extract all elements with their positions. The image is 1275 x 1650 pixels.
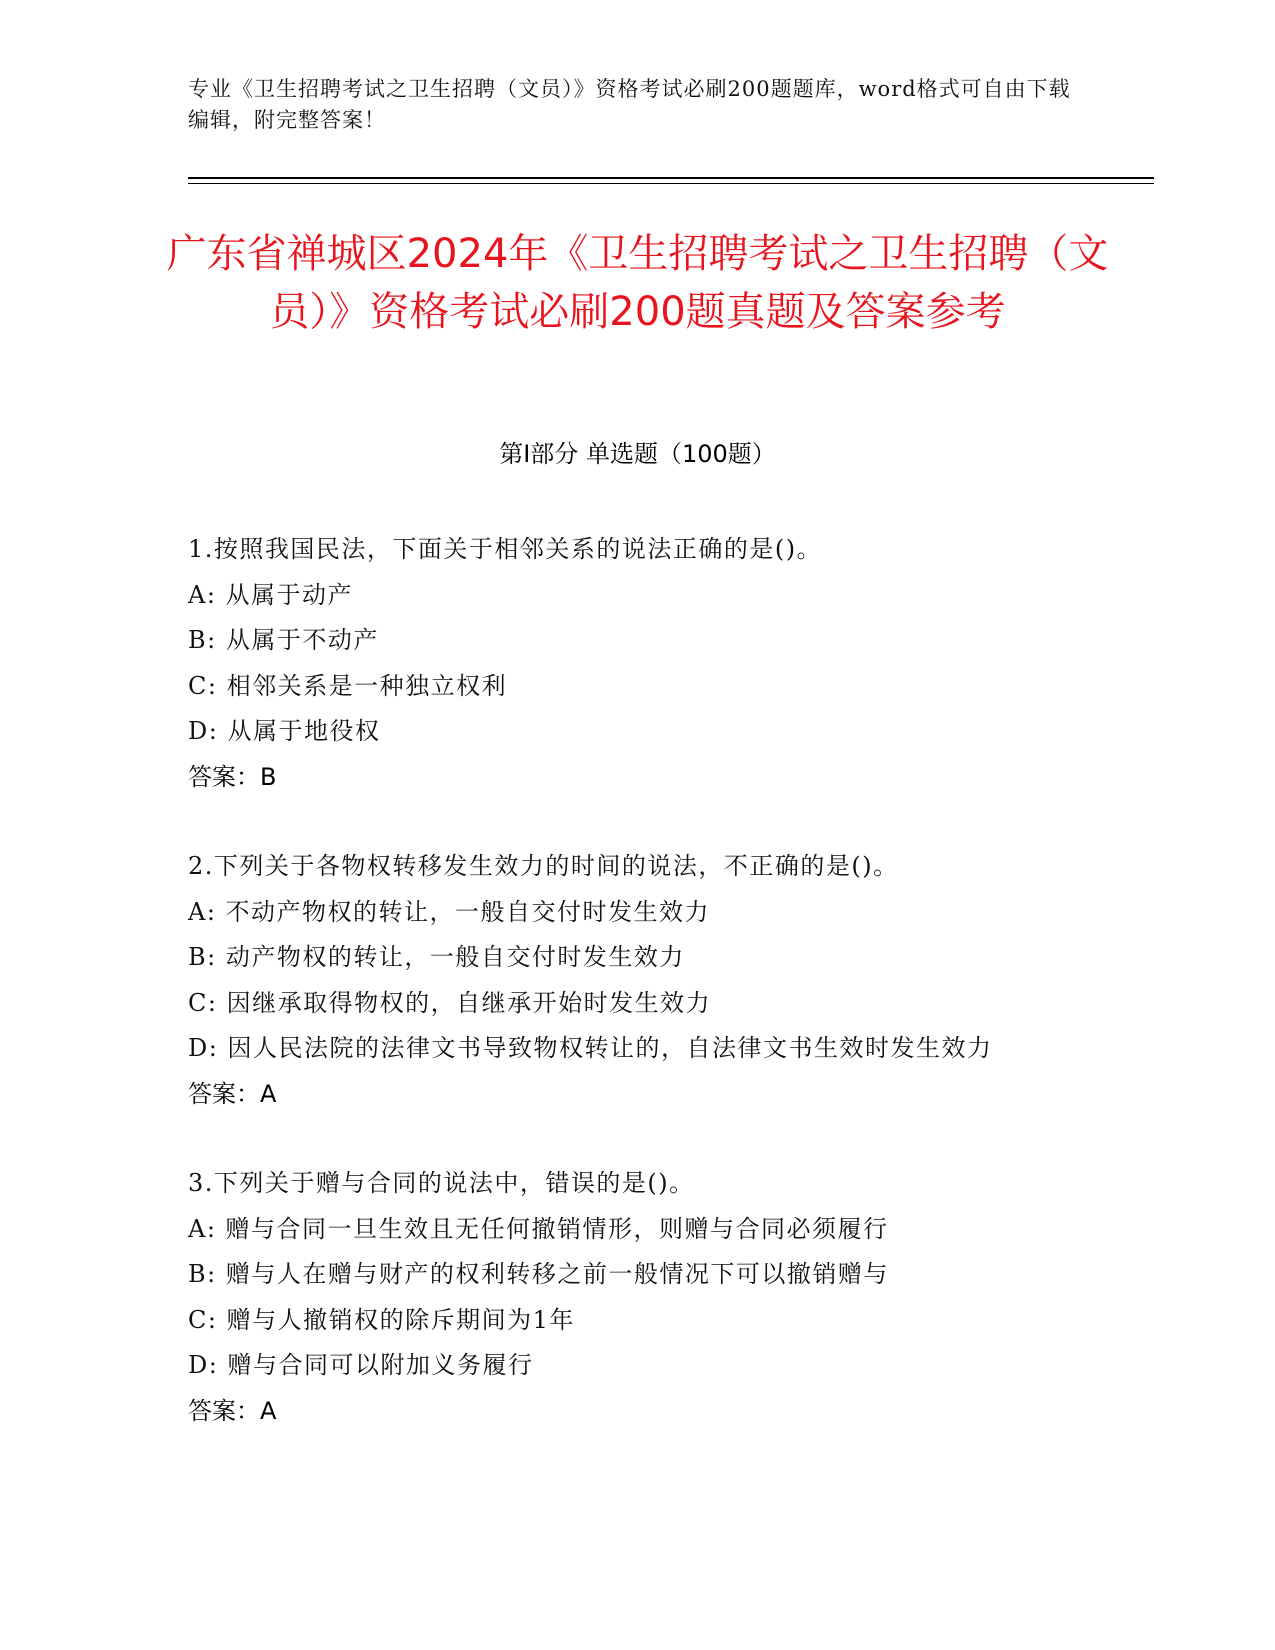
question-item <box>188 527 1088 800</box>
header-divider-thin <box>188 183 1154 184</box>
option-a: A: 赠与合同一旦生效且无任何撤销情形，则赠与合同必须履行 <box>188 1214 889 1243</box>
answer-line: 答案：B <box>188 762 277 791</box>
option-b: B: 赠与人在赠与财产的权利转移之前一般情况下可以撤销赠与 <box>188 1260 889 1288</box>
option-c: C: 因继承取得物权的，自继承开始时发生效力 <box>188 988 712 1017</box>
document-title: 广东省禅城区2024年《卫生招聘考试之卫生招聘（文员）》资格考试必刷200题真题及答案参考 <box>166 231 1109 335</box>
option-c: C: 赠与人撤销权的除斥期间为1年 <box>188 1305 575 1334</box>
option-b: B: 动产物权的转让，一般自交付时发生效力 <box>188 943 685 971</box>
question-stem: 3.下列关于赠与合同的说法中，错误的是()。 <box>188 1169 695 1197</box>
answer-line: 答案：A <box>188 1396 277 1425</box>
question-stem: 2.下列关于各物权转移发生效力的时间的说法，不正确的是()。 <box>188 852 899 880</box>
option-a: A: 不动产物权的转让，一般自交付时发生效力 <box>188 897 711 926</box>
option-a: A: 从属于动产 <box>188 580 354 609</box>
section-title: 第I部分 单选题（100题） <box>499 440 776 468</box>
question-item <box>188 1161 1088 1434</box>
question-item <box>188 844 1088 1117</box>
question-list <box>188 527 1088 1478</box>
option-d: D: 从属于地役权 <box>188 717 381 745</box>
question-stem: 1.按照我国民法，下面关于相邻关系的说法正确的是()。 <box>188 535 823 563</box>
option-b: B: 从属于不动产 <box>188 626 379 654</box>
option-d: D: 因人民法院的法律文书导致物权转让的，自法律文书生效时发生效力 <box>188 1034 993 1062</box>
option-c: C: 相邻关系是一种独立权利 <box>188 671 508 700</box>
header-note: 专业《卫生招聘考试之卫生招聘（文员）》资格考试必刷200题题库，word格式可自由下载编辑，附完整答案！ <box>188 77 1071 132</box>
header-divider-thick <box>188 177 1154 179</box>
option-d: D: 赠与合同可以附加义务履行 <box>188 1351 534 1379</box>
answer-line: 答案：A <box>188 1079 277 1108</box>
